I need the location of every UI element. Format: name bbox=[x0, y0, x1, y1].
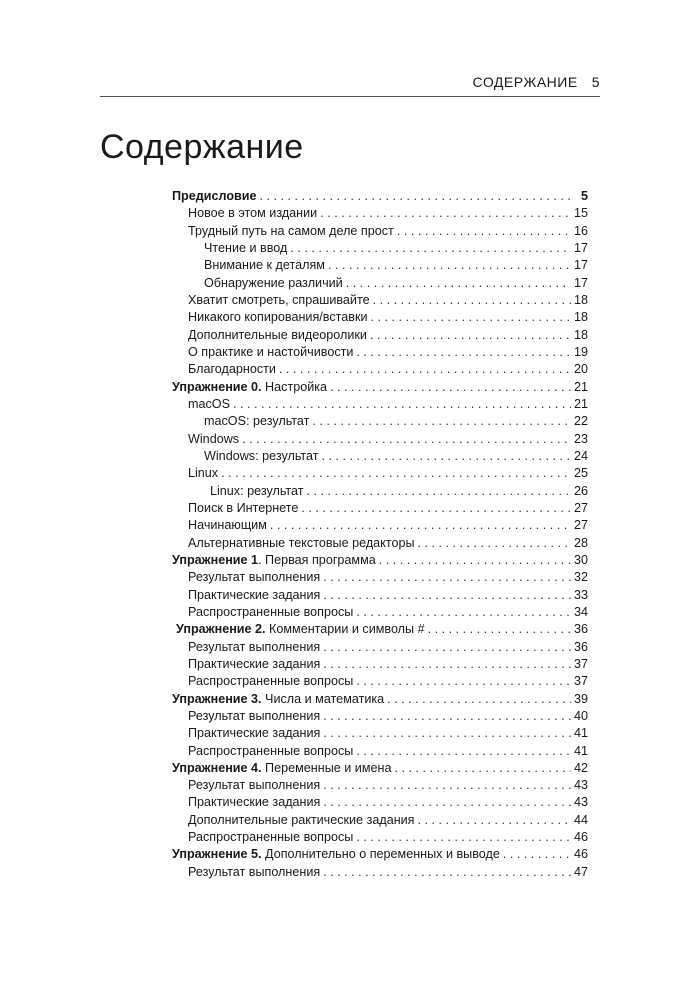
toc-entry-page: 41 bbox=[573, 726, 588, 741]
toc-entry-label bbox=[204, 448, 319, 465]
toc-entry-page: 40 bbox=[573, 708, 588, 723]
toc-entry-text: Распространенные вопросы bbox=[188, 743, 354, 758]
toc-leader-dots bbox=[428, 621, 571, 638]
toc-leader-dots bbox=[397, 223, 571, 240]
toc-entry-text: Никакого копирования/вставки bbox=[188, 310, 368, 325]
toc-leader-dots bbox=[379, 552, 571, 569]
toc-entry-page: 32 bbox=[573, 570, 588, 585]
toc-leader-dots bbox=[233, 396, 571, 413]
toc-entry-text: Практические задания bbox=[188, 795, 321, 810]
toc-entry-page: 15 bbox=[573, 206, 588, 221]
toc-leader-dots bbox=[312, 413, 571, 430]
toc-entry-text: Настройка bbox=[261, 379, 328, 394]
toc-leader-dots bbox=[356, 743, 571, 760]
toc-leader-dots bbox=[221, 465, 571, 482]
toc-entry-text: . Первая программа bbox=[258, 552, 376, 567]
toc-entry[interactable] bbox=[172, 794, 588, 811]
toc-entry[interactable] bbox=[172, 188, 588, 205]
toc-entry[interactable] bbox=[172, 708, 588, 725]
toc-entry-label bbox=[172, 188, 257, 205]
toc-entry-page: 36 bbox=[573, 639, 588, 654]
toc-entry-text: Результат выполнения bbox=[188, 639, 321, 654]
toc-entry-label bbox=[172, 691, 384, 708]
toc-entry-text: Практические задания bbox=[188, 656, 321, 671]
toc-entry-label bbox=[204, 257, 325, 274]
toc-entry-page: 17 bbox=[573, 258, 588, 273]
toc-leader-dots bbox=[323, 708, 571, 725]
toc-entry[interactable] bbox=[172, 223, 588, 240]
toc-entry-label bbox=[188, 309, 368, 326]
toc-leader-dots bbox=[356, 344, 571, 361]
toc-entry-label bbox=[188, 569, 320, 586]
toc-entry-page: 30 bbox=[573, 552, 588, 567]
toc-entry-page: 27 bbox=[573, 500, 588, 515]
toc-entry-text: Благодарности bbox=[188, 362, 276, 377]
toc-leader-dots bbox=[371, 309, 571, 326]
toc-entry-text: Дополнительные видеоролики bbox=[188, 327, 367, 342]
toc-entry-label bbox=[188, 205, 317, 222]
toc-entry-text: Трудный путь на самом деле прост bbox=[188, 223, 394, 238]
toc-entry-label bbox=[188, 535, 415, 552]
toc-entry-page: 47 bbox=[573, 864, 588, 879]
toc-entry-page: 27 bbox=[573, 518, 588, 533]
toc-entry-label bbox=[188, 431, 239, 448]
toc-entry-bold-label: Предисловие bbox=[172, 189, 257, 203]
toc-entry-page: 25 bbox=[573, 466, 588, 481]
toc-entry-page: 43 bbox=[573, 778, 588, 793]
toc-entry-text: macOS bbox=[188, 396, 230, 411]
toc-entry-text: Комментарии и символы # bbox=[265, 622, 425, 637]
toc-entry[interactable] bbox=[172, 379, 588, 396]
toc-entry-label bbox=[188, 517, 267, 534]
toc-entry-text: macOS: результат bbox=[204, 414, 310, 429]
toc-leader-dots bbox=[330, 379, 571, 396]
toc-entry-page: 20 bbox=[573, 362, 588, 377]
toc-leader-dots bbox=[323, 777, 571, 794]
toc-entry-page: 34 bbox=[573, 604, 588, 619]
toc-entry[interactable] bbox=[172, 777, 588, 794]
toc-entry-page: 17 bbox=[573, 240, 588, 255]
toc-entry-text: Новое в этом издании bbox=[188, 206, 318, 221]
running-head-title: СОДЕРЖАНИЕ bbox=[472, 74, 578, 90]
toc-entry-bold-label: Упражнение 5. bbox=[172, 847, 262, 862]
toc-entry-text: Результат выполнения bbox=[188, 778, 321, 793]
toc-leader-dots bbox=[323, 864, 571, 881]
toc-entry[interactable] bbox=[172, 656, 588, 673]
toc-entry-label bbox=[188, 223, 394, 240]
toc-entry-text: Распространенные вопросы bbox=[188, 604, 354, 619]
toc-leader-dots bbox=[323, 725, 571, 742]
toc-entry-label bbox=[188, 743, 353, 760]
toc-entry-label bbox=[188, 292, 370, 309]
toc-entry-text: Внимание к деталям bbox=[204, 258, 325, 273]
toc-entry-text: Результат выполнения bbox=[188, 864, 321, 879]
toc-entry[interactable] bbox=[172, 569, 588, 586]
toc-entry-label bbox=[188, 500, 298, 517]
toc-leader-dots bbox=[323, 639, 571, 656]
toc-entry-text: Обнаружение различий bbox=[204, 275, 343, 290]
toc-entry-label bbox=[188, 673, 353, 690]
toc-entry-label bbox=[204, 413, 309, 430]
toc-entry[interactable] bbox=[172, 413, 588, 430]
toc-entry-label bbox=[172, 846, 500, 863]
toc-entry-page: 44 bbox=[573, 812, 588, 827]
toc-entry[interactable] bbox=[172, 552, 588, 569]
toc-entry[interactable] bbox=[172, 846, 588, 863]
toc-entry-label bbox=[188, 794, 320, 811]
toc-entry[interactable] bbox=[172, 691, 588, 708]
toc-entry[interactable] bbox=[172, 344, 588, 361]
toc-entry-page: 28 bbox=[573, 535, 588, 550]
toc-entry[interactable] bbox=[172, 760, 588, 777]
toc-entry[interactable] bbox=[172, 743, 588, 760]
toc-entry-label bbox=[172, 379, 327, 396]
toc-entry-page: 36 bbox=[573, 622, 588, 637]
page-number: 5 bbox=[591, 74, 600, 90]
toc-entry-text: Практические задания bbox=[188, 726, 321, 741]
toc-leader-dots bbox=[418, 535, 571, 552]
toc-entry-label bbox=[188, 829, 353, 846]
toc-leader-dots bbox=[323, 794, 571, 811]
toc-entry[interactable] bbox=[172, 275, 588, 292]
toc-entry-label bbox=[188, 396, 230, 413]
toc-entry[interactable] bbox=[172, 396, 588, 413]
toc-leader-dots bbox=[290, 240, 571, 257]
toc-entry-page: 18 bbox=[573, 310, 588, 325]
toc-entry-label bbox=[188, 777, 320, 794]
toc-entry-page: 5 bbox=[580, 189, 588, 203]
toc-entry[interactable] bbox=[172, 725, 588, 742]
toc-leader-dots bbox=[323, 587, 571, 604]
toc-entry-page: 33 bbox=[573, 587, 588, 602]
toc-entry-text: Переменные и имена bbox=[261, 760, 392, 775]
toc-entry[interactable] bbox=[172, 673, 588, 690]
toc-leader-dots bbox=[323, 569, 571, 586]
toc-entry[interactable] bbox=[172, 500, 588, 517]
toc-entry-page: 42 bbox=[573, 760, 588, 775]
toc-leader-dots bbox=[301, 500, 571, 517]
toc-entry-label bbox=[188, 812, 415, 829]
toc-entry-text: Linux bbox=[188, 466, 219, 481]
toc-entry[interactable] bbox=[172, 639, 588, 656]
toc-entry[interactable] bbox=[172, 812, 588, 829]
toc-entry-page: 46 bbox=[573, 830, 588, 845]
toc-entry-label bbox=[210, 483, 304, 500]
toc-entry-page: 43 bbox=[573, 795, 588, 810]
toc-entry-page: 17 bbox=[573, 275, 588, 290]
toc-leader-dots bbox=[394, 760, 571, 777]
toc-entry[interactable] bbox=[172, 327, 588, 344]
toc-entry-label bbox=[204, 275, 343, 292]
toc-entry-text: О практике и настойчивости bbox=[188, 344, 354, 359]
toc-entry[interactable] bbox=[172, 240, 588, 257]
toc-entry-page: 24 bbox=[573, 448, 588, 463]
toc-entry-page: 23 bbox=[573, 431, 588, 446]
toc-entry-text: Результат выполнения bbox=[188, 708, 321, 723]
toc-entry-page: 19 bbox=[573, 344, 588, 359]
toc-entry-bold-label: Упражнение 4. bbox=[172, 760, 262, 775]
toc-entry-text: Распространенные вопросы bbox=[188, 674, 354, 689]
toc-entry-label bbox=[188, 465, 218, 482]
toc-leader-dots bbox=[323, 656, 571, 673]
toc-leader-dots bbox=[279, 361, 571, 378]
toc-entry-label bbox=[188, 604, 353, 621]
toc-entry[interactable] bbox=[172, 309, 588, 326]
toc-entry-page: 18 bbox=[573, 327, 588, 342]
table-of-contents bbox=[172, 188, 588, 881]
header-rule bbox=[100, 96, 600, 97]
toc-leader-dots bbox=[503, 846, 571, 863]
toc-entry[interactable] bbox=[172, 431, 588, 448]
toc-entry-text: Windows: результат bbox=[204, 448, 319, 463]
toc-entry-page: 26 bbox=[573, 483, 588, 498]
toc-entry[interactable] bbox=[172, 604, 588, 621]
toc-entry-text: Поиск в Интернете bbox=[188, 500, 299, 515]
toc-entry[interactable] bbox=[172, 465, 588, 482]
toc-leader-dots bbox=[270, 517, 571, 534]
toc-entry-page: 21 bbox=[573, 379, 588, 394]
toc-entry-text: Результат выполнения bbox=[188, 570, 321, 585]
toc-entry-page: 18 bbox=[573, 292, 588, 307]
toc-entry-page: 37 bbox=[573, 656, 588, 671]
toc-entry-page: 46 bbox=[573, 847, 588, 862]
toc-entry-text: Linux: результат bbox=[210, 483, 304, 498]
toc-leader-dots bbox=[320, 205, 571, 222]
toc-entry-text: Начинающим bbox=[188, 518, 267, 533]
toc-entry-label bbox=[172, 552, 376, 569]
toc-leader-dots bbox=[356, 604, 571, 621]
toc-entry-label bbox=[188, 725, 320, 742]
toc-entry[interactable] bbox=[172, 483, 588, 500]
toc-leader-dots bbox=[387, 691, 571, 708]
toc-entry-page: 41 bbox=[573, 743, 588, 758]
toc-leader-dots bbox=[260, 188, 575, 205]
toc-entry-bold-label: Упражнение 1 bbox=[172, 552, 259, 567]
toc-entry-label bbox=[188, 639, 320, 656]
toc-entry-page: 37 bbox=[573, 674, 588, 689]
toc-entry[interactable] bbox=[172, 517, 588, 534]
toc-entry-label bbox=[188, 587, 320, 604]
toc-entry-label bbox=[204, 240, 287, 257]
toc-entry[interactable] bbox=[172, 587, 588, 604]
toc-entry-text: Дополнительные рактические задания bbox=[188, 812, 415, 827]
toc-entry-text: Практические задания bbox=[188, 587, 321, 602]
toc-leader-dots bbox=[418, 812, 571, 829]
toc-entry[interactable] bbox=[172, 361, 588, 378]
toc-entry-label bbox=[188, 344, 353, 361]
toc-entry-text: Хватит смотреть, спрашивайте bbox=[188, 292, 370, 307]
toc-entry-bold-label: Упражнение 2. bbox=[176, 622, 266, 637]
toc-entry-label bbox=[172, 760, 391, 777]
toc-entry-bold-label: Упражнение 3. bbox=[172, 691, 262, 706]
toc-entry[interactable] bbox=[172, 829, 588, 846]
toc-entry-page: 22 bbox=[573, 414, 588, 429]
toc-entry-text: Альтернативные текстовые редакторы bbox=[188, 535, 415, 550]
page-title: Содержание bbox=[100, 128, 304, 166]
toc-entry-page: 39 bbox=[573, 691, 588, 706]
toc-entry[interactable] bbox=[172, 621, 588, 638]
toc-entry-text: Дополнительно о переменных и выводе bbox=[261, 847, 500, 862]
toc-leader-dots bbox=[328, 257, 571, 274]
toc-entry[interactable] bbox=[172, 292, 588, 309]
toc-entry-label bbox=[188, 327, 367, 344]
toc-leader-dots bbox=[346, 275, 571, 292]
toc-leader-dots bbox=[322, 448, 571, 465]
toc-entry-label bbox=[188, 656, 320, 673]
toc-entry-text: Чтение и ввод bbox=[204, 240, 288, 255]
toc-entry[interactable] bbox=[172, 448, 588, 465]
toc-entry-page: 21 bbox=[573, 396, 588, 411]
toc-leader-dots bbox=[373, 292, 571, 309]
running-head bbox=[420, 72, 600, 92]
toc-entry-text: Windows bbox=[188, 431, 240, 446]
toc-entry-text: Распространенные вопросы bbox=[188, 830, 354, 845]
toc-entry-text: Числа и математика bbox=[261, 691, 385, 706]
toc-leader-dots bbox=[307, 483, 571, 500]
toc-leader-dots bbox=[356, 829, 571, 846]
toc-entry-bold-label: Упражнение 0. bbox=[172, 379, 262, 394]
toc-entry[interactable] bbox=[172, 864, 588, 881]
toc-entry[interactable] bbox=[172, 535, 588, 552]
toc-entry-label bbox=[188, 864, 320, 881]
toc-entry-page: 16 bbox=[573, 223, 588, 238]
toc-entry-label bbox=[176, 621, 425, 638]
toc-leader-dots bbox=[370, 327, 571, 344]
toc-entry-label bbox=[188, 361, 276, 378]
toc-leader-dots bbox=[356, 673, 571, 690]
toc-leader-dots bbox=[242, 431, 571, 448]
toc-entry[interactable] bbox=[172, 257, 588, 274]
toc-entry-label bbox=[188, 708, 320, 725]
toc-entry[interactable] bbox=[172, 205, 588, 222]
